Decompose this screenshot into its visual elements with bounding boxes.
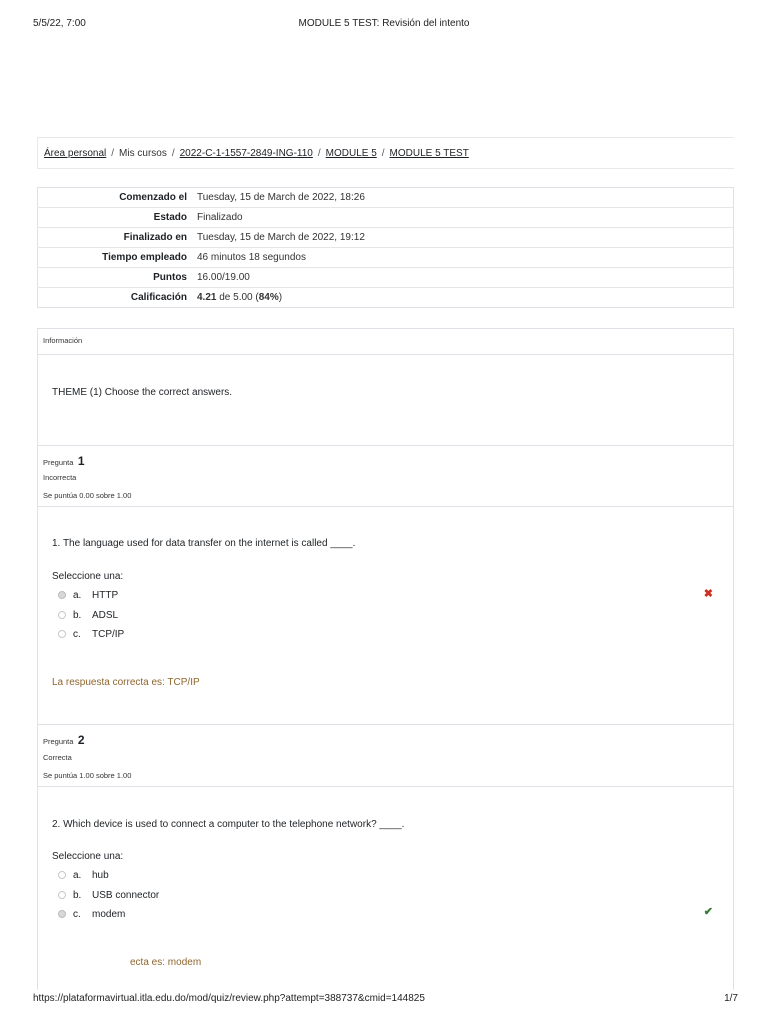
radio-button[interactable] bbox=[58, 591, 66, 599]
option-text: ADSL bbox=[92, 609, 119, 621]
print-page-number: 1/7 bbox=[724, 993, 738, 1004]
question-2-text: 2. Which device is used to connect a computer to the telephone network? ____. bbox=[52, 819, 405, 830]
option-text: USB connector bbox=[92, 889, 160, 901]
breadcrumb-courses: Mis cursos bbox=[119, 148, 167, 159]
option-letter: a. bbox=[73, 869, 82, 881]
question-number: 2 bbox=[77, 733, 85, 747]
summary-label: Calificación bbox=[38, 288, 193, 308]
breadcrumb-separator: / bbox=[171, 148, 175, 159]
summary-value: 46 minutos 18 segundos bbox=[192, 248, 734, 268]
info-label: Información bbox=[43, 336, 83, 345]
option-letter: a. bbox=[73, 589, 82, 601]
print-date: 5/5/22, 7:00 bbox=[33, 18, 86, 29]
attempt-summary-table bbox=[37, 187, 734, 308]
answer-option[interactable] bbox=[58, 588, 118, 602]
question-2-content bbox=[37, 787, 734, 990]
question-number: 1 bbox=[77, 454, 85, 468]
summary-label: Tiempo empleado bbox=[38, 248, 193, 268]
option-text: TCP/IP bbox=[92, 628, 125, 640]
incorrect-x-icon: ✖ bbox=[703, 588, 713, 600]
radio-button[interactable] bbox=[58, 611, 66, 619]
radio-button[interactable] bbox=[58, 630, 66, 638]
summary-row bbox=[38, 268, 734, 288]
correct-answer-feedback: ecta es: modem bbox=[130, 957, 202, 968]
question-1-content bbox=[37, 507, 734, 724]
radio-button[interactable] bbox=[58, 891, 66, 899]
summary-row bbox=[38, 188, 734, 208]
answer-option[interactable] bbox=[58, 627, 124, 641]
radio-button[interactable] bbox=[58, 871, 66, 879]
radio-button[interactable] bbox=[58, 910, 66, 918]
print-url: https://plataformavirtual.itla.edu.do/mod/quiz/review.php?attempt=388737&cmid=144825 bbox=[33, 993, 425, 1004]
summary-value: 16.00/19.00 bbox=[192, 268, 734, 288]
question-1-header bbox=[37, 445, 734, 507]
summary-label: Estado bbox=[38, 208, 193, 228]
summary-row bbox=[38, 228, 734, 248]
select-one-label: Seleccione una: bbox=[52, 851, 124, 862]
grade-middle: de 5.00 ( bbox=[216, 292, 259, 303]
answer-option[interactable] bbox=[58, 608, 118, 622]
info-header bbox=[37, 328, 734, 355]
option-text: modem bbox=[92, 908, 126, 920]
breadcrumb bbox=[37, 137, 734, 169]
summary-label: Finalizado en bbox=[38, 228, 193, 248]
question-2-state: Correcta bbox=[43, 753, 72, 762]
grade-value bbox=[192, 288, 734, 308]
info-content bbox=[37, 355, 734, 445]
question-1-number bbox=[43, 452, 85, 470]
breadcrumb-test-link[interactable]: MODULE 5 TEST bbox=[389, 148, 469, 159]
option-text: hub bbox=[92, 869, 109, 881]
breadcrumb-module-link[interactable]: MODULE 5 bbox=[325, 148, 377, 159]
grade-percent: 84% bbox=[258, 292, 279, 303]
breadcrumb-separator: / bbox=[381, 148, 385, 159]
summary-label: Comenzado el bbox=[119, 192, 187, 203]
summary-value: Tuesday, 15 de March de 2022, 18:26 bbox=[197, 192, 365, 203]
breadcrumb-separator: / bbox=[111, 148, 115, 159]
summary-value: Finalizado bbox=[192, 208, 734, 228]
option-letter: b. bbox=[73, 609, 82, 621]
question-2-number bbox=[43, 731, 85, 749]
question-1-text: 1. The language used for data transfer on the internet is called ____. bbox=[52, 538, 356, 549]
print-page-title: MODULE 5 TEST: Revisión del intento bbox=[298, 18, 470, 29]
correct-answer-feedback: La respuesta correcta es: TCP/IP bbox=[52, 677, 200, 688]
summary-row bbox=[38, 248, 734, 268]
option-letter: c. bbox=[73, 908, 81, 920]
summary-value: Tuesday, 15 de March de 2022, 19:12 bbox=[192, 228, 734, 248]
question-2-points: Se puntúa 1.00 sobre 1.00 bbox=[43, 771, 132, 780]
option-letter: b. bbox=[73, 889, 82, 901]
correct-check-icon: ✔ bbox=[703, 906, 713, 918]
question-1-state: Incorrecta bbox=[43, 473, 77, 482]
info-text: THEME (1) Choose the correct answers. bbox=[52, 387, 233, 398]
pregunta-label: Pregunta bbox=[43, 458, 74, 467]
pregunta-label: Pregunta bbox=[43, 737, 74, 746]
question-1-points: Se puntúa 0.00 sobre 1.00 bbox=[43, 491, 132, 500]
breadcrumb-home-link[interactable]: Área personal bbox=[44, 148, 107, 159]
option-letter: c. bbox=[73, 628, 81, 640]
answer-option[interactable] bbox=[58, 888, 159, 902]
answer-option[interactable] bbox=[58, 907, 125, 921]
breadcrumb-separator: / bbox=[317, 148, 321, 159]
select-one-label: Seleccione una: bbox=[52, 571, 124, 582]
answer-option[interactable] bbox=[58, 868, 109, 882]
summary-row bbox=[38, 288, 734, 308]
breadcrumb-course-link[interactable]: 2022-C-1-1557-2849-ING-110 bbox=[179, 148, 313, 159]
option-text: HTTP bbox=[92, 589, 119, 601]
grade-end: ) bbox=[278, 292, 283, 303]
summary-row bbox=[38, 208, 734, 228]
summary-label: Puntos bbox=[38, 268, 193, 288]
grade-score: 4.21 bbox=[197, 292, 217, 303]
question-2-header bbox=[37, 724, 734, 787]
